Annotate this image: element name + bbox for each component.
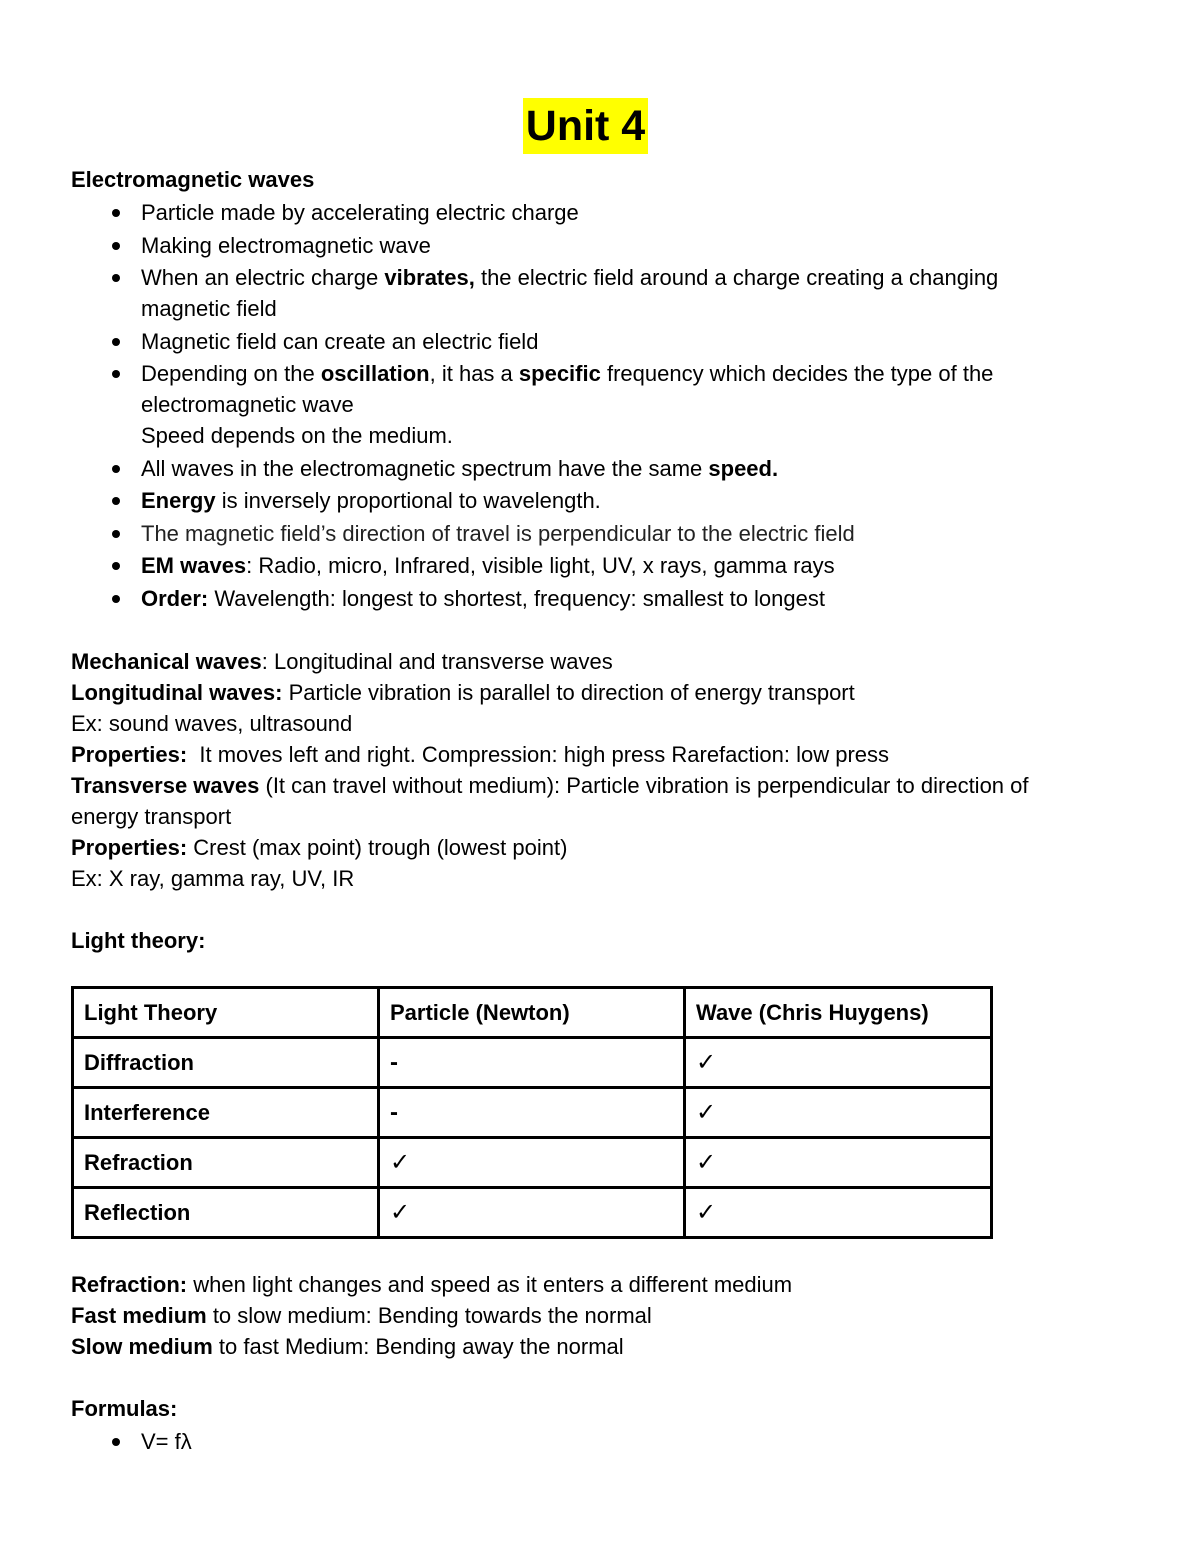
longitudinal-waves-line: Longitudinal waves: Particle vibration is parallel to direction of energy transport xyxy=(71,680,855,705)
formulas-list xyxy=(71,1426,1100,1457)
light-theory-table xyxy=(71,986,993,1239)
transverse-waves-line: Transverse waves (It can travel without medium): Particle vibration is perpendicular to direction of energy transport xyxy=(71,773,1029,829)
transverse-properties: Properties: Crest (max point) trough (lowest point) xyxy=(71,835,568,860)
table-row xyxy=(73,1088,992,1138)
transverse-example: Ex: X ray, gamma ray, UV, IR xyxy=(71,866,355,891)
table-cell: ✓ xyxy=(685,1038,992,1088)
table-cell: ✓ xyxy=(685,1088,992,1138)
page-title: Unit 4 xyxy=(523,98,648,154)
list-item: Particle made by accelerating electric charge xyxy=(71,197,1100,228)
table-cell: ✓ xyxy=(685,1138,992,1188)
table-row xyxy=(73,1138,992,1188)
slow-medium-line: Slow medium to fast Medium: Bending away the normal xyxy=(71,1334,624,1359)
fast-medium-line: Fast medium to slow medium: Bending towards the normal xyxy=(71,1303,652,1328)
list-item: Magnetic field can create an electric field xyxy=(71,326,1100,357)
list-item: Depending on the oscillation, it has a specific frequency which decides the type of the electromagnetic wave Speed depends on the medium. xyxy=(71,358,1100,451)
list-item: Energy is inversely proportional to wavelength. xyxy=(71,485,1100,516)
table-cell: Refraction xyxy=(73,1138,379,1188)
table-cell: Diffraction xyxy=(73,1038,379,1088)
list-item: All waves in the electromagnetic spectrum have the same speed. xyxy=(71,453,1100,484)
title-row xyxy=(71,0,1100,160)
table-header-cell: Particle (Newton) xyxy=(379,988,685,1038)
em-heading: Electromagnetic waves xyxy=(71,167,315,192)
table-header-cell: Wave (Chris Huygens) xyxy=(685,988,992,1038)
list-item: When an electric charge vibrates, the electric field around a charge creating a changing magnetic field xyxy=(71,262,1100,324)
em-list xyxy=(71,197,1100,614)
light-theory-heading: Light theory: xyxy=(71,928,206,953)
refraction-line: Refraction: when light changes and speed as it enters a different medium xyxy=(71,1272,793,1297)
list-item: V= fλ xyxy=(71,1426,1100,1457)
table-cell: - xyxy=(379,1038,685,1088)
table-cell: Interference xyxy=(73,1088,379,1138)
longitudinal-properties: Properties: It moves left and right. Compression: high press Rarefaction: low press xyxy=(71,742,890,767)
longitudinal-example: Ex: sound waves, ultrasound xyxy=(71,711,353,736)
table-row xyxy=(73,1188,992,1238)
table-cell: Reflection xyxy=(73,1188,379,1238)
table-cell: ✓ xyxy=(379,1188,685,1238)
table-cell: - xyxy=(379,1088,685,1138)
table-row xyxy=(73,1038,992,1088)
table-header-row xyxy=(73,988,992,1038)
list-item: Making electromagnetic wave xyxy=(71,230,1100,261)
table-header-cell: Light Theory xyxy=(73,988,379,1038)
list-item: The magnetic field’s direction of travel is perpendicular to the electric field xyxy=(71,518,1100,549)
list-item: EM waves: Radio, micro, Infrared, visible light, UV, x rays, gamma rays xyxy=(71,550,1100,581)
mechanical-waves-line: Mechanical waves: Longitudinal and transverse waves xyxy=(71,649,613,674)
table-cell: ✓ xyxy=(685,1188,992,1238)
table-cell: ✓ xyxy=(379,1138,685,1188)
list-item: Order: Wavelength: longest to shortest, frequency: smallest to longest xyxy=(71,583,1100,614)
formulas-heading: Formulas: xyxy=(71,1396,178,1421)
